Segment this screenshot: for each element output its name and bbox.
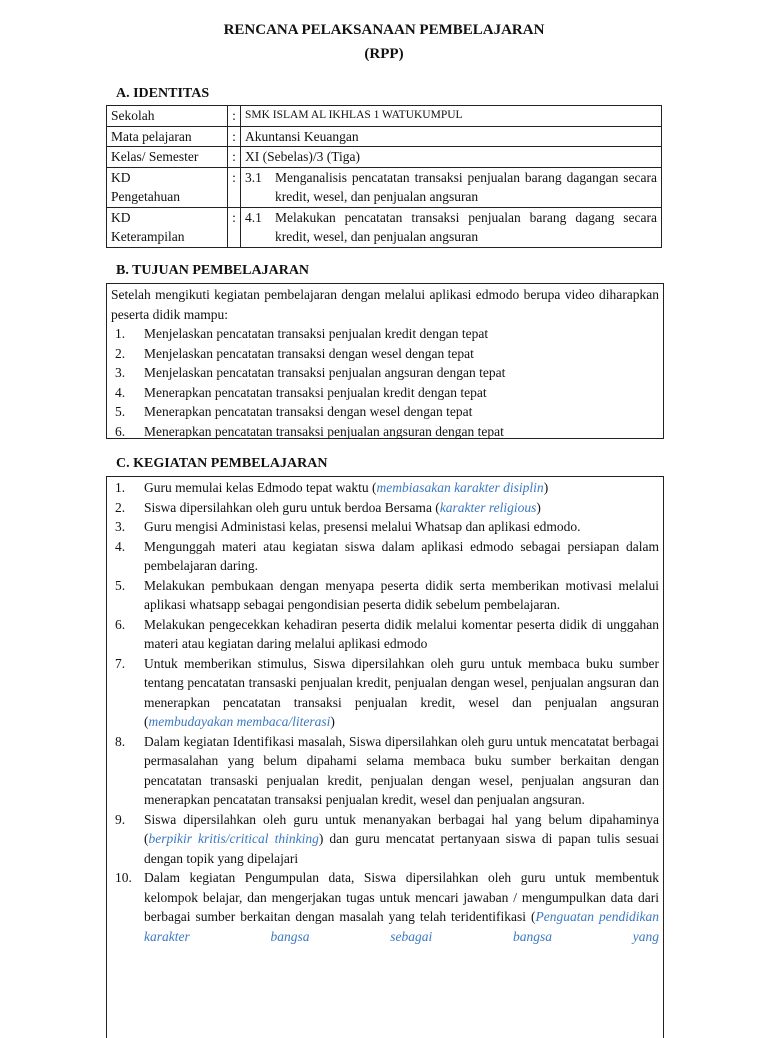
value-mata-pelajaran: Akuntansi Keuangan — [241, 126, 662, 147]
item-number: 5. — [115, 404, 126, 419]
item-text: Menerapkan pencatatan transaksi penjualan kredit dengan tepat — [144, 384, 487, 400]
item-number: 2. — [115, 499, 126, 515]
table-row — [107, 126, 662, 147]
character-note: membiasakan karakter disiplin — [376, 480, 544, 495]
kd-number: 4.1 — [245, 209, 262, 225]
list-item — [111, 517, 659, 537]
item-body: Siswa dipersilahkan oleh guru untuk menanyakan berbagai hal yang belum dipahaminya ( — [144, 811, 659, 846]
item-tail: ) — [536, 499, 541, 515]
character-note: karakter religious — [439, 499, 537, 515]
colon: : — [228, 147, 241, 168]
item-number: 3. — [115, 519, 126, 534]
colon: : — [228, 167, 241, 207]
item-number: 10. — [115, 870, 132, 885]
list-item — [111, 363, 659, 383]
item-text: Guru mengisi Administasi kelas, presensi melalui Whatsap dan aplikasi edmodo. — [144, 519, 581, 534]
list-item — [111, 732, 659, 810]
item-body: Untuk memberikan stimulus, Siswa dipersilahkan oleh guru untuk membaca buku sumber tentang pencatatan transaski penjualan kredit, penjualan dengan wesel, penjualan angsuran dan menerapkan pencatatan transaksi penjualan kredit, wesel dan penjualan angsuran ( — [144, 655, 659, 729]
document-title: RENCANA PELAKSANAAN PEMBELAJARAN — [223, 22, 545, 38]
character-note: membudayakan membaca/literasi — [148, 714, 331, 729]
character-note: berpikir kritis/critical thinking — [148, 831, 319, 846]
item-text: Mengunggah materi atau kegiatan siswa dalam aplikasi edmodo sebagai persiapan dalam pembelajaran daring. — [144, 538, 659, 573]
item-text: Melakukan pengecekkan kehadiran peserta didik melalui komentar peserta didik di unggahan materi atau kegiatan daring melalui aplikasi edmodo — [144, 616, 659, 651]
label-line: KD — [111, 209, 131, 225]
list-item — [111, 654, 659, 732]
item-number: 5. — [115, 577, 126, 593]
character-note: Penguatan pendidikan karakter bangsa sebagai bangsa yang — [144, 909, 659, 944]
list-item — [111, 537, 659, 576]
section-c-heading: C. KEGIATAN PEMBELAJARAN — [116, 456, 328, 471]
label-line: KD — [111, 169, 131, 185]
label-kelas-semester: Kelas/ Semester — [107, 147, 228, 168]
value-kd-pengetahuan — [241, 167, 662, 207]
label-mata-pelajaran: Mata pelajaran — [107, 126, 228, 147]
objectives-intro: Setelah mengikuti kegiatan pembelajaran dengan melalui aplikasi edmodo berupa video diharapkan peserta didik mampu: — [111, 287, 659, 322]
item-text: Melakukan pembukaan dengan menyapa peserta didik serta memberikan motivasi melalui aplikasi whatsapp sebagai pengondisian peserta didik sebelum pembelajaran. — [144, 577, 659, 612]
label-line: Keterampilan — [111, 229, 185, 244]
list-item — [111, 615, 659, 654]
list-item — [111, 498, 659, 518]
item-number: 7. — [115, 655, 126, 671]
item-text — [144, 498, 659, 518]
list-item — [111, 478, 659, 498]
item-number: 9. — [115, 811, 126, 827]
list-item — [111, 576, 659, 615]
value-kd-keterampilan — [241, 207, 662, 247]
objectives-list — [111, 324, 659, 441]
kd-text: Melakukan pencatatan transaksi penjualan barang dagang secara kredit, wesel, dan penjualan angsuran — [275, 209, 657, 244]
item-text — [144, 810, 659, 869]
item-number: 4. — [115, 538, 126, 554]
list-item — [111, 383, 659, 403]
colon: : — [228, 106, 241, 127]
label-sekolah: Sekolah — [107, 106, 228, 127]
item-text: Menjelaskan pencatatan transaksi dengan wesel dengan tepat — [144, 345, 474, 361]
list-item — [111, 868, 659, 946]
item-number: 6. — [115, 423, 126, 439]
item-tail: ) dan guru mencatat pertanyaan siswa di papan tulis sesuai dengan topik yang dipelajari — [144, 831, 659, 866]
list-item — [111, 422, 659, 442]
item-number: 6. — [115, 616, 126, 632]
item-text: Dalam kegiatan Identifikasi masalah, Siswa dipersilahkan oleh guru untuk mencatatat berbagai permasalahan yang belum dipahami selama membaca buku sumber berkaitan dengan pencatatan transaski penjualan kredit, penjualan dengan wesel, penjualan angsuran dan menerapkan pencatatan transaksi penjualan kredit, wesel dan penjualan angsuran. — [144, 733, 659, 807]
document-subtitle: (RPP) — [364, 46, 404, 62]
item-number: 8. — [115, 733, 126, 749]
label-kd-keterampilan — [107, 207, 228, 247]
value-kelas-semester: XI (Sebelas)/3 (Tiga) — [241, 147, 662, 168]
activities-box — [106, 476, 664, 1038]
list-item — [111, 810, 659, 869]
table-row — [107, 167, 662, 207]
item-text — [144, 478, 659, 498]
list-item — [111, 344, 659, 364]
identity-table — [106, 105, 662, 248]
colon: : — [228, 126, 241, 147]
value-sekolah: SMK ISLAM AL IKHLAS 1 WATUKUMPUL — [241, 106, 662, 127]
item-body: Guru memulai kelas Edmodo tepat waktu ( — [144, 480, 377, 495]
item-text: Menjelaskan pencatatan transaksi penjualan angsuran dengan tepat — [144, 365, 506, 380]
item-text: Menerapkan pencatatan transaksi dengan wesel dengan tepat — [144, 404, 473, 419]
colon: : — [228, 207, 241, 247]
item-body: Dalam kegiatan Pengumpulan data, Siswa dipersilahkan oleh guru untuk membentuk kelompok belajar, dan mengerjakan tugas untuk mencari jawaban / mengumpulkan data dari berbagai sumber berkaitan dengan masalah yang telah teridentifikasi ( — [144, 870, 659, 924]
activities-list — [111, 478, 659, 946]
item-text: Menerapkan pencatatan transaksi penjualan angsuran dengan tepat — [144, 423, 504, 439]
item-number: 4. — [115, 384, 126, 400]
table-row — [107, 147, 662, 168]
item-number: 2. — [115, 345, 126, 361]
kd-text: Menganalisis pencatatan transaksi penjualan barang dagangan secara kredit, wesel, dan penjualan angsuran — [275, 169, 657, 204]
section-a-heading: A. IDENTITAS — [116, 86, 210, 101]
item-text — [144, 654, 659, 732]
list-item — [111, 402, 659, 422]
item-body: Siswa dipersilahkan oleh guru untuk berdoa Bersama ( — [144, 499, 440, 515]
item-text: Menjelaskan pencatatan transaksi penjualan kredit dengan tepat — [144, 326, 489, 341]
objectives-box — [106, 283, 664, 439]
item-text — [144, 868, 659, 946]
label-kd-pengetahuan — [107, 167, 228, 207]
table-row — [107, 106, 662, 127]
table-row — [107, 207, 662, 247]
item-number: 1. — [115, 326, 126, 341]
item-number: 1. — [115, 480, 126, 495]
item-tail: ) — [330, 714, 335, 729]
item-number: 3. — [115, 365, 126, 380]
section-b-heading: B. TUJUAN PEMBELAJARAN — [116, 263, 310, 278]
item-tail: ) — [543, 480, 549, 495]
list-item — [111, 324, 659, 344]
label-line: Pengetahuan — [111, 189, 180, 204]
kd-number: 3.1 — [245, 169, 262, 185]
